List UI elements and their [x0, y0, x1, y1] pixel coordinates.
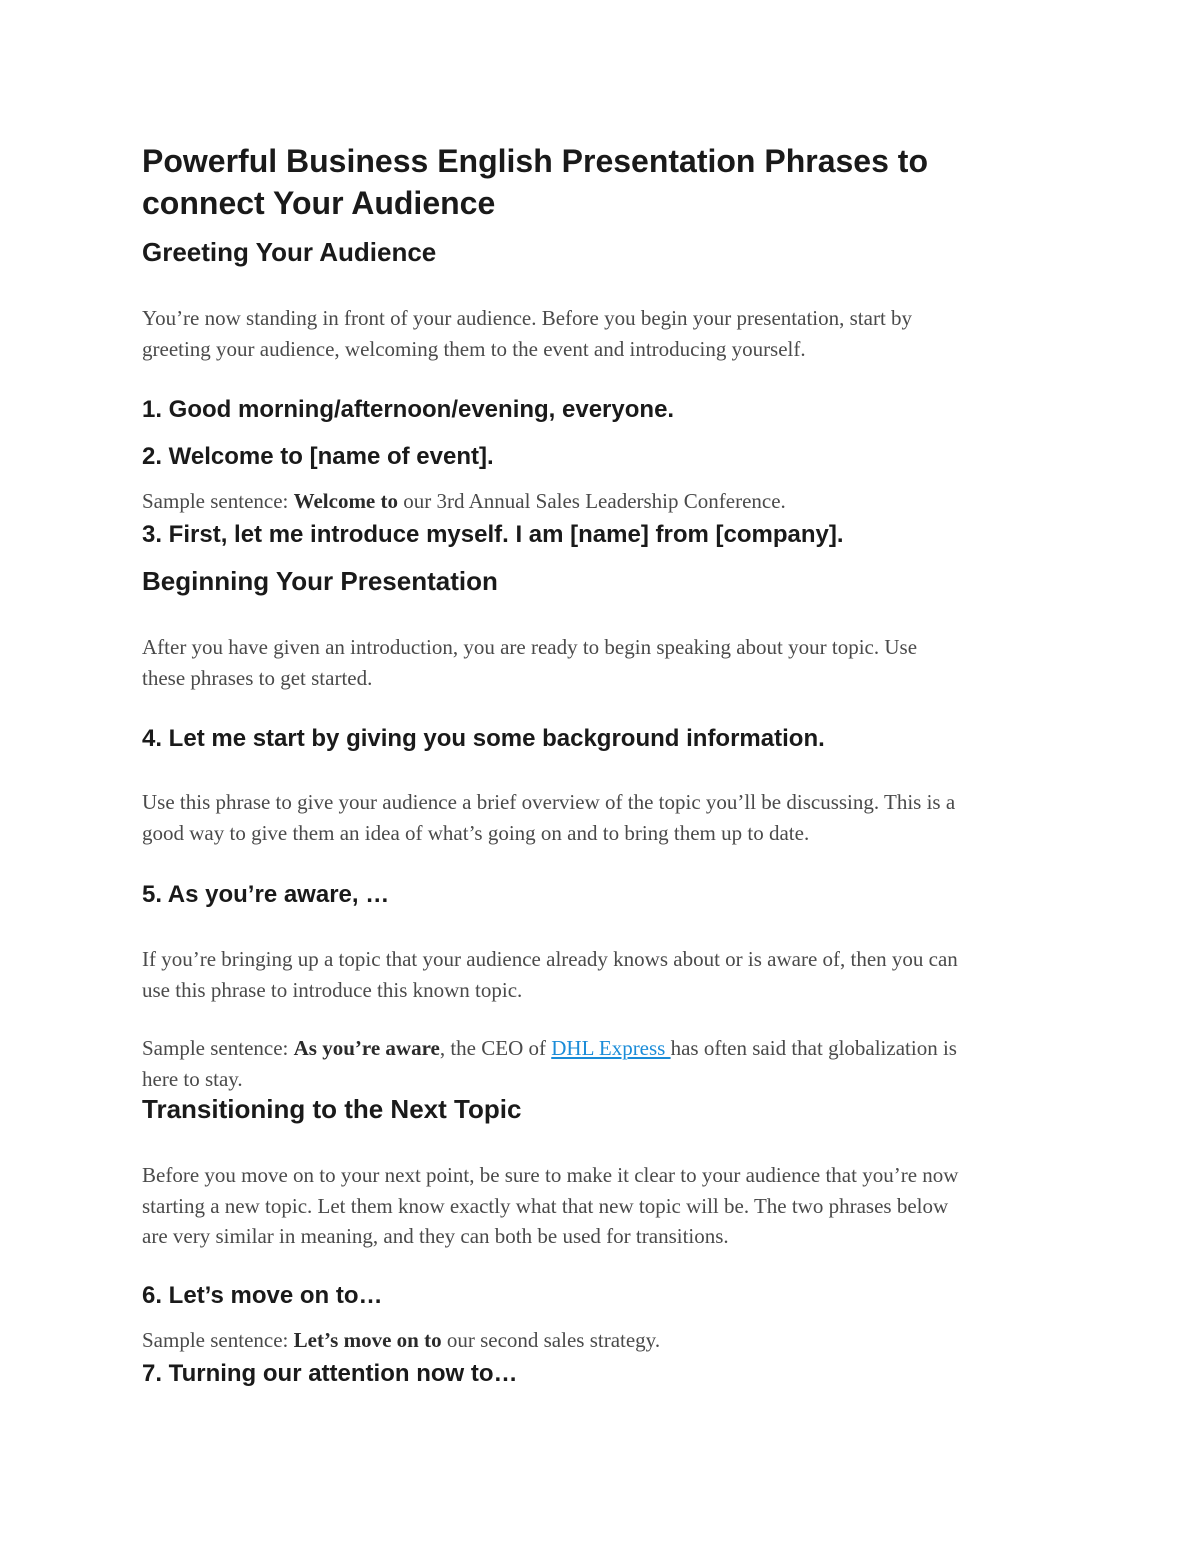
sample-sentence-5-line-2: here to stay. — [142, 1066, 243, 1091]
phrase-4-description — [142, 787, 955, 848]
page-title — [142, 140, 928, 224]
sample-mid: , the CEO of — [439, 1036, 552, 1060]
sample-rest: our 3rd Annual Sales Leadership Conference. — [398, 489, 786, 513]
sample-sentence-5-line-1 — [142, 1033, 957, 1064]
phrase-3: 3. First, let me introduce myself. I am [name] from [company]. — [142, 521, 844, 548]
transition-intro-line-1: Before you move on to your next point, be sure to make it clear to your audience that you’re now — [142, 1163, 959, 1187]
beginning-intro-line-2: these phrases to get started. — [142, 665, 373, 690]
greeting-intro — [142, 303, 912, 364]
phrase-5-description — [142, 944, 958, 1005]
heading-greeting: Greeting Your Audience — [142, 237, 437, 267]
greeting-intro-line-1: You’re now standing in front of your audience. Before you begin your presentation, start by — [142, 306, 913, 330]
beginning-intro — [142, 632, 917, 693]
sample-prefix: Sample sentence: — [142, 489, 294, 513]
sample-prefix: Sample sentence: — [142, 1036, 294, 1060]
transition-intro — [142, 1160, 958, 1252]
page-title-line-2: connect Your Audience — [142, 185, 496, 221]
page-title-line-1: Powerful Business English Presentation Phrases to — [142, 143, 928, 179]
phrase-7: 7. Turning our attention now to… — [142, 1360, 518, 1387]
sample-sentence-2 — [142, 486, 786, 517]
phrase-4-description-line-2: good way to give them an idea of what’s going on and to bring them up to date. — [142, 820, 810, 845]
dhl-express-link[interactable]: DHL Express — [551, 1036, 671, 1060]
phrase-4-description-line-1: Use this phrase to give your audience a brief overview of the topic you’ll be discussing. This is a — [142, 790, 956, 814]
sample-bold-phrase: As you’re aware — [293, 1036, 440, 1060]
phrase-5: 5. As you’re aware, … — [142, 881, 390, 908]
heading-beginning: Beginning Your Presentation — [142, 566, 498, 596]
phrase-4: 4. Let me start by giving you some background information. — [142, 725, 825, 752]
heading-transition: Transitioning to the Next Topic — [142, 1094, 522, 1124]
sample-bold-phrase: Let’s move on to — [293, 1328, 442, 1352]
phrase-5-description-line-2: use this phrase to introduce this known topic. — [142, 977, 523, 1002]
sample-prefix: Sample sentence: — [142, 1328, 294, 1352]
sample-sentence-5 — [142, 1033, 957, 1094]
phrase-1: 1. Good morning/afternoon/evening, everyone. — [142, 396, 675, 423]
transition-intro-line-3: are very similar in meaning, and they can both be used for transitions. — [142, 1224, 729, 1248]
sample-bold-phrase: Welcome to — [293, 489, 398, 513]
phrase-2: 2. Welcome to [name of event]. — [142, 443, 494, 470]
phrase-6: 6. Let’s move on to… — [142, 1282, 383, 1309]
greeting-intro-line-2: greeting your audience, welcoming them to the event and introducing yourself. — [142, 336, 806, 361]
sample-rest: our second sales strategy. — [441, 1328, 661, 1352]
beginning-intro-line-1: After you have given an introduction, you are ready to begin speaking about your topic. Use — [142, 635, 918, 659]
sample-sentence-6 — [142, 1325, 660, 1356]
phrase-5-description-line-1: If you’re bringing up a topic that your audience already knows about or is aware of, then you can — [142, 947, 958, 971]
sample-rest: has often said that globalization is — [670, 1036, 957, 1060]
transition-intro-line-2: starting a new topic. Let them know exactly what that new topic will be. The two phrases below — [142, 1193, 949, 1218]
